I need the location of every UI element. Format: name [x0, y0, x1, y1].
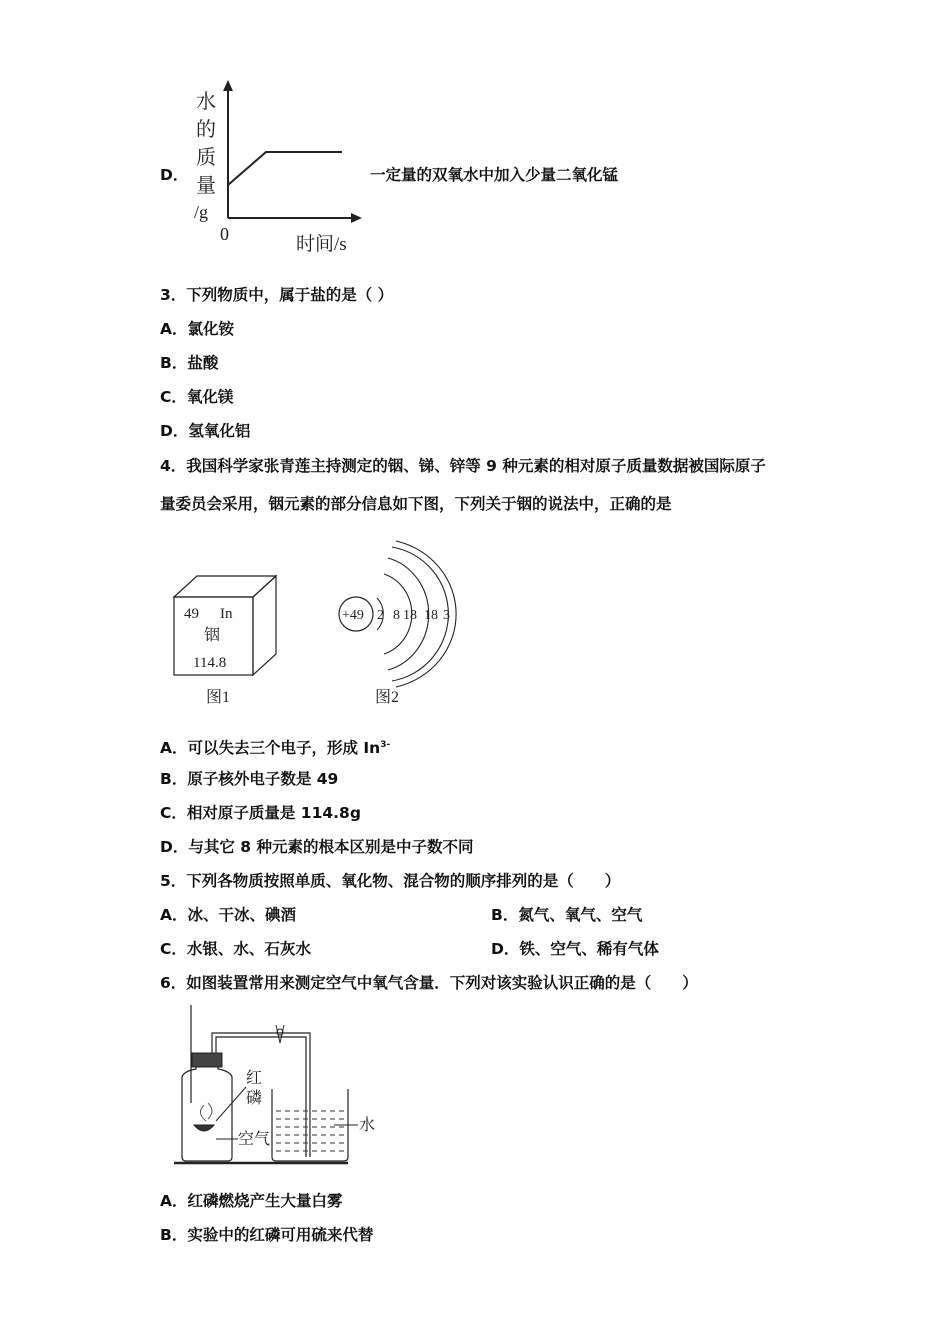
option-label: A． — [160, 1192, 188, 1210]
q4-option-c — [160, 802, 361, 824]
shell-electrons: 3 — [443, 608, 450, 623]
q5-option-a — [160, 904, 296, 926]
q3-option-d — [160, 420, 250, 442]
option-label: D． — [491, 940, 520, 958]
chart-x-arrow — [351, 213, 362, 223]
option-label: D． — [160, 422, 189, 440]
option-label: C． — [160, 804, 187, 822]
indium-figures — [160, 530, 480, 715]
option-text: 红磷燃烧产生大量白雾 — [187, 1192, 343, 1210]
q2-option-d-text: 一定量的双氧水中加入少量二氧化锰 — [370, 166, 619, 184]
atom-structure — [339, 541, 456, 687]
q4-option-d — [160, 836, 473, 858]
option-text: 氯化铵 — [187, 320, 235, 338]
label-red-phosphorus: 红 — [246, 1070, 263, 1087]
q4-stem-line1: 4．我国科学家张青莲主持测定的铟、锑、锌等 9 种元素的相对原子质量数据被国际原子 — [160, 457, 766, 475]
fig1-caption: 图1 — [206, 689, 231, 706]
label-water: 水 — [359, 1117, 376, 1134]
chart-ylabel-char: 质 — [196, 147, 216, 169]
option-label: B． — [160, 1226, 188, 1244]
q3-option-a — [160, 318, 234, 340]
option-text: 氧化镁 — [186, 388, 234, 406]
water-mass-chart — [190, 78, 380, 263]
chart-ylabel-char: 量 — [196, 175, 216, 197]
element-symbol: In — [220, 606, 233, 622]
option-label: A． — [160, 906, 188, 924]
q5-option-c — [160, 938, 311, 960]
q6-option-b — [160, 1224, 373, 1246]
chart-ylabel-char: 水 — [196, 91, 216, 113]
option-label: C． — [160, 388, 187, 406]
element-card — [174, 576, 276, 675]
option-label: A． — [160, 320, 188, 338]
option-text: 盐酸 — [187, 354, 219, 372]
option-text: 可以失去三个电子，形成 In — [187, 739, 381, 758]
element-name: 铟 — [204, 627, 221, 644]
q6-stem: 6．如图装置常用来测定空气中氧气含量．下列对该实验认识正确的是（ ） — [160, 974, 698, 992]
nucleus-charge: +49 — [342, 608, 364, 623]
oxygen-apparatus — [168, 1005, 383, 1170]
q6-option-a — [160, 1190, 343, 1212]
q5-option-d — [491, 938, 659, 960]
option-text: 与其它 8 种元素的根本区别是中子数不同 — [188, 838, 474, 856]
option-text: 冰、干冰、碘酒 — [187, 906, 297, 924]
chart-ylabel-char: 的 — [196, 119, 216, 141]
q4-option-b — [160, 768, 338, 790]
option-text: 铁、空气、稀有气体 — [519, 940, 659, 958]
q3-option-c — [160, 386, 233, 408]
option-label: A． — [160, 739, 188, 758]
option-label: B． — [160, 770, 188, 788]
option-label: C． — [160, 940, 187, 958]
q5-option-b — [491, 904, 642, 926]
fig2-caption: 图2 — [375, 689, 400, 706]
option-text: 水银、水、石灰水 — [186, 940, 311, 958]
chart-origin: 0 — [220, 224, 229, 244]
element-number: 49 — [184, 606, 199, 622]
shell-electrons: 8 — [393, 608, 400, 623]
option-text: 氢氧化铝 — [188, 422, 251, 440]
option-text: 氮气、氧气、空气 — [518, 906, 643, 924]
option-text: 实验中的红磷可用硫来代替 — [187, 1226, 374, 1244]
q4-option-a — [160, 734, 390, 759]
shell-electrons: 2 — [377, 608, 384, 623]
q3-stem: 3．下列物质中，属于盐的是（ ） — [160, 286, 394, 304]
chart-xlabel: 时间/s — [296, 234, 347, 255]
option-superscript: 3- — [380, 740, 391, 750]
chart-series-line — [228, 152, 342, 185]
q3-option-b — [160, 352, 218, 374]
q2-option-d-label: D． — [160, 166, 189, 184]
element-mass: 114.8 — [193, 655, 227, 671]
option-text: 原子核外电子数是 49 — [187, 770, 339, 788]
option-text: 相对原子质量是 114.8g — [186, 804, 361, 822]
shell-electrons: 18 — [403, 608, 417, 623]
chart-y-arrow — [223, 80, 233, 91]
label-air: 空气 — [238, 1131, 271, 1148]
label-red-phosphorus: 磷 — [246, 1090, 263, 1107]
option-label: D． — [160, 838, 189, 856]
q4-stem-line2: 量委员会采用，铟元素的部分信息如下图，下列关于铟的说法中，正确的是 — [160, 495, 672, 513]
option-label: B． — [491, 906, 519, 924]
option-label: B． — [160, 354, 188, 372]
chart-ylabel-char: /g — [194, 202, 209, 222]
q5-stem: 5．下列各物质按照单质、氧化物、混合物的顺序排列的是（ ） — [160, 872, 621, 890]
shell-electrons: 18 — [424, 608, 438, 623]
